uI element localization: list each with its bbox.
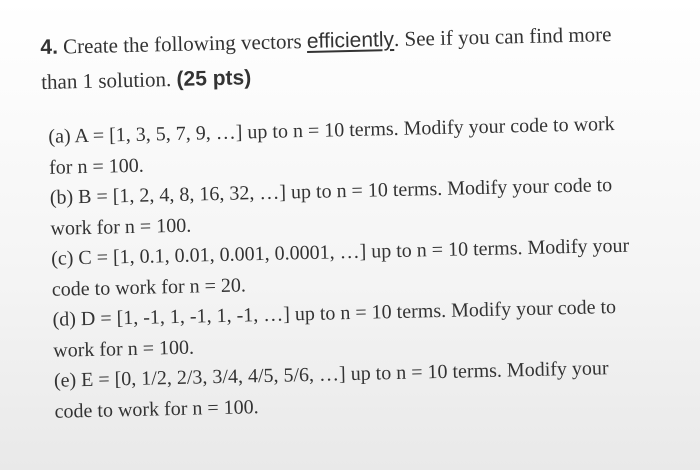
question-text-after: . See if you can find more than 1 solution. bbox=[40, 22, 612, 94]
parts-list bbox=[42, 108, 649, 427]
part-c: (c) C = [1, 0.1, 0.01, 0.001, 0.0001, …] up to n = 10 terms. Modify your code to work for n = 20. bbox=[50, 234, 630, 301]
question-text-before: Create the following vectors bbox=[57, 28, 308, 59]
question-points: (25 pts) bbox=[176, 66, 252, 91]
part-b: (b) B = [1, 2, 4, 8, 16, 32, …] up to n = 10 terms. Modify your code to work for n = 100. bbox=[49, 174, 613, 240]
question-block bbox=[40, 16, 649, 427]
part-d: (d) D = [1, -1, 1, -1, 1, -1, …] up to n = 10 terms. Modify your code to work for n = 100. bbox=[52, 296, 617, 362]
part-e: (e) E = [0, 1/2, 2/3, 3/4, 4/5, 5/6, …] up to n = 10 terms. Modify your code to work for n = 100. bbox=[53, 357, 609, 423]
question-emphasis: efficiently bbox=[306, 27, 395, 53]
question-number: 4. bbox=[40, 35, 59, 59]
question-heading bbox=[40, 16, 641, 100]
part-a: (a) A = [1, 3, 5, 7, 9, …] up to n = 10 terms. Modify your code to work for n = 100. bbox=[48, 112, 615, 179]
